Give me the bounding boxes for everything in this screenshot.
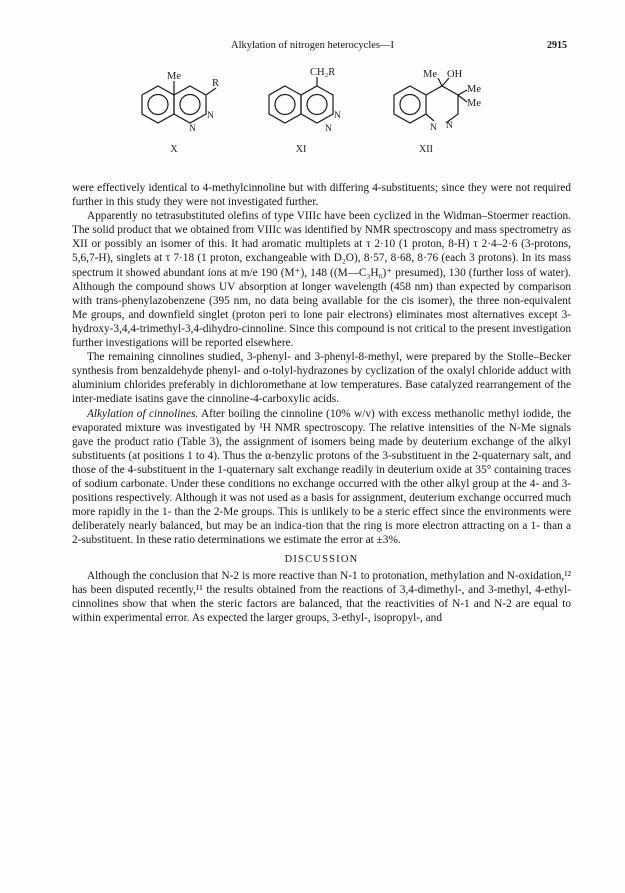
paragraph-remaining-cinnolines: The remaining cinnolines studied, 3-phenyl- and 3-phenyl-8-methyl, were prepared by the Stolle–Becker synthesis from benzaldehyde phenyl- and o-tolyl-hydrazones by cyclization of the oxalyl chloride adduct with aluminium chlorides preferably in dichloromethane at low temperatures. Base catalyzed rearrangement of the inter-mediate isatins gave the cinnoline-4-carboxylic acids. [72, 351, 571, 406]
running-title: Alkylation of nitrogen heterocycles—I [231, 40, 394, 51]
x-sub-r: R [212, 78, 220, 89]
xii-sub-me: Me [423, 69, 437, 80]
xi-atom-n1: N [334, 111, 341, 121]
xii-sub-me-2: Me [467, 84, 481, 95]
paragraph-alkylation [72, 407, 571, 548]
paragraph-xii-identification: Apparently no tetrasubstituted olefins of type VIIIc have been cyclized in the Widman–Stoermer reaction. The solid product that we obtained from VIIIc was identified by NMR spectroscopy and mass spectrometry as XII or possibly an isomer of this. It had aromatic multiplets at τ 2·10 (1 proton, 8-H) τ 2·4–2·6 (3-protons, 5,6,7-H), singlets at τ 7·18 (1 proton, exchangeable with D₂O), 8·57, 8·68, 8·76 (each 3 protons). In its mass spectrum it showed abundant ions at m/e 190 (M⁺), 148 ((M—C₃H₆)⁺ presumed), 130 (further loss of water). Although the compound shows UV absorption at longer wavelength (458 nm) than expected by comparison with trans-phenylazobenzene (395 nm, no data being available for the cis isomer), the three non-equivalent Me groups, and downfield singlet (proton peri to lone pair electrons) eliminates most alternatives except 3-hydroxy-3,4,4-trimethyl-3,4-dihydro-cinnoline. Since this compound is not critical to the present investigation further investigations will be reported elsewhere. [72, 210, 571, 350]
paragraph-continuation: were effectively identical to 4-methylcinnoline but with differing 4-substituents; since they were not required further in this study they were not investigated further. [72, 182, 571, 209]
alkylation-text: After boiling the cinnoline (10% w/v) with excess methanolic methyl iodide, the evaporated mixture was investigated by ¹H NMR spectroscopy. The relative intensities of the N-Me signals gave the product ratio (Table 3), the assignment of isomers being made by deuterium exchange of the alkyl substituents (at positions 1 to 4). Thus the α-benzylic protons of the 3-substituent in the 2-quaternary salt, and those of the 4-substituent in the 1-quaternary salt exchange readily in deuterium oxide at 35° containing traces of sodium carbonate. Under these conditions no exchange occurred with the other alkyl group at the 4- and 3-positions respectively. Although it was not used as a basis for assignment, deuterium exchange occurred much more rapidly in the 1- than the 2-Me groups. This is unlikely to be a steric effect since the environments were deliberately nearly balanced, but may be an indica-tion that the ring is more electron attracting on a 1- than a 2-substituent. In these ratio determinations we estimate the error at ±3%. [72, 407, 571, 547]
xi-atom-n2: N [325, 124, 332, 134]
page-number: 2915 [547, 40, 567, 51]
paragraph-discussion: Although the conclusion that N-2 is more reactive than N-1 to protonation, methylation and N-oxidation,¹² has been disputed recently,¹¹ the results obtained from the reactions of 3,4-dimethyl-, and 3-methyl, 4-ethyl-cinnolines show that when the steric factors are balanced, that the reactivities of N-1 and N-2 are equal to within experimental error. As expected the larger groups, 3-ethyl-, isopropyl-, and [72, 569, 571, 624]
xii-sub-me-3: Me [467, 98, 481, 109]
xi-sub-ch2r: CH₂R [310, 67, 336, 78]
structure-x [142, 71, 219, 155]
article-body [72, 181, 571, 625]
alkylation-lead: Alkylation of cinnolines. [87, 407, 199, 420]
xii-label: XII [419, 144, 433, 155]
chemical-structures [0, 64, 625, 176]
x-atom-n1: N [207, 111, 214, 121]
xi-label: XI [295, 144, 307, 155]
section-heading-discussion: DISCUSSION [284, 554, 359, 566]
running-header [0, 40, 625, 56]
xii-atom-n2: N [430, 123, 437, 133]
x-label: X [170, 144, 178, 155]
x-atom-n2: N [189, 124, 196, 134]
xii-sub-oh: OH [447, 69, 463, 80]
x-sub-me: Me [167, 71, 181, 82]
structure-xii [394, 69, 481, 155]
xii-atom-n1: N [446, 121, 453, 131]
structure-xi [269, 67, 341, 155]
